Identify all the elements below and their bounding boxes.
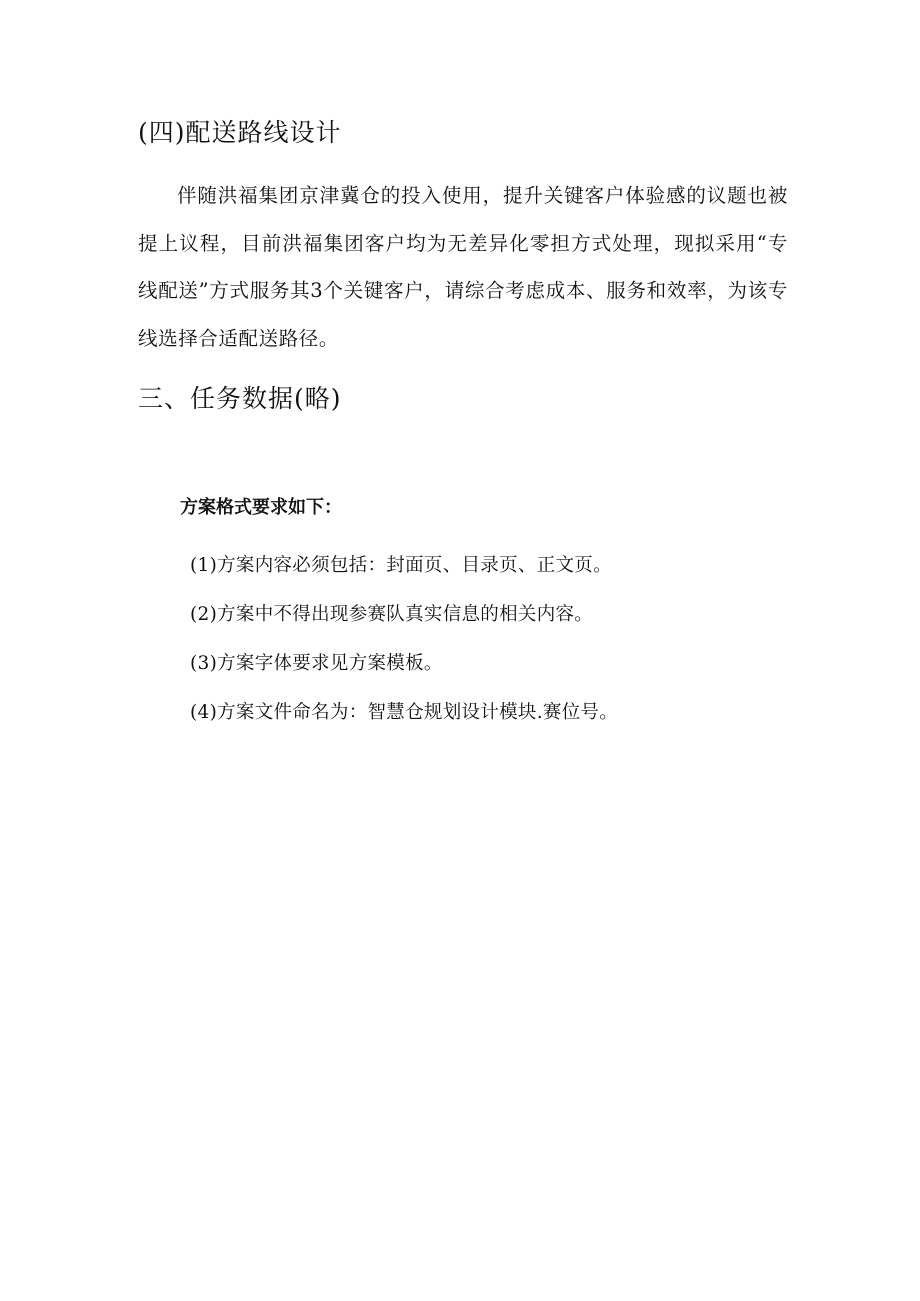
section-title-delivery-route: (四)配送路线设计: [138, 118, 342, 147]
section-title-task-data: 三、任务数据(略): [138, 384, 342, 413]
requirement-item: (4)方案文件命名为：智慧仓规划设计模块.赛位号。: [190, 702, 619, 723]
task-description-paragraph: 伴随洪福集团京津冀仓的投入使用，提升关键客户体验感的议题也被提上议程，目前洪福集团客户均为无差异化零担方式处理，现拟采用“专线配送”方式服务其3个关键客户，请综合考虑成本、服务和效率，为该专线选择合适配送路径。: [138, 184, 788, 350]
requirement-item: (1)方案内容必须包括：封面页、目录页、正文页。: [190, 555, 612, 576]
requirements-list: [190, 541, 618, 737]
requirements-heading: 方案格式要求如下：: [180, 497, 342, 518]
requirement-item: (2)方案中不得出现参赛队真实信息的相关内容。: [190, 604, 594, 625]
requirement-item: (3)方案字体要求见方案模板。: [190, 653, 443, 674]
